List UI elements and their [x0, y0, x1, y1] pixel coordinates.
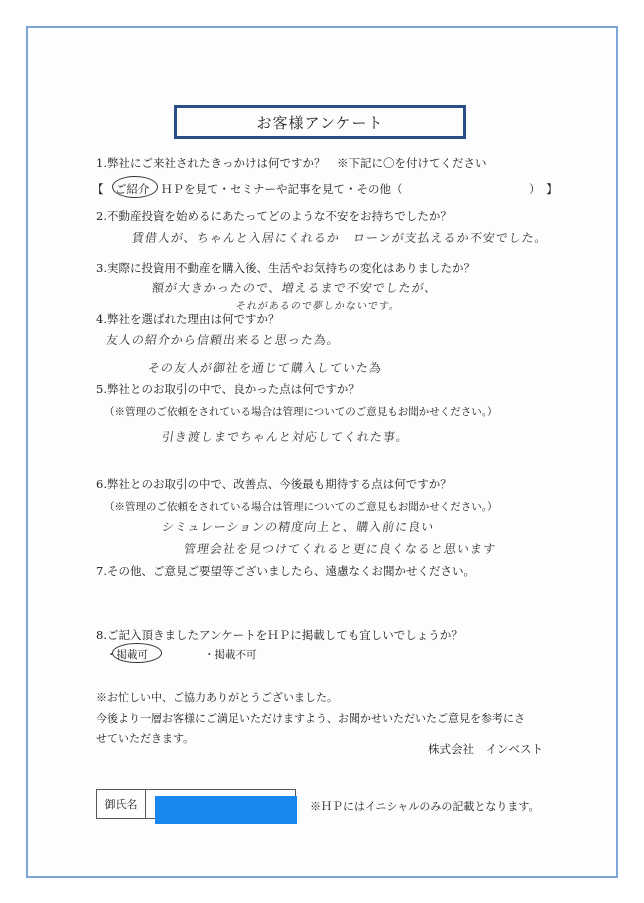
question-6: 6.弊社とのお取引の中で、改善点、今後最も期待する点は何ですか？ [96, 477, 452, 491]
question-1-options: 【 ご紹介 ＨＰを見て・セミナーや記事を見て・その他（ ） 】 [92, 182, 558, 196]
name-label: 御氏名 [97, 790, 146, 818]
question-7: 7.その他、ご意見ご要望等ございましたら、遠慮なくお聞かせください。 [96, 564, 475, 578]
answer-6-line-2: 管理会社を見つけてくれると更に良くなると思います [182, 542, 497, 556]
answer-3-line-2: それがあるので夢しかないです。 [234, 301, 401, 312]
option-publish-ng: ・掲載不可 [204, 649, 257, 661]
question-2: 2.不動産投資を始めるにあたってどのような不安をお持ちでしたか？ [96, 209, 452, 223]
answer-4-line-1: 友人の紹介から信頼出来ると思った為。 [104, 333, 341, 347]
answer-4-line-2: その友人が御社を通じて購入していた為 [146, 361, 383, 375]
answer-6-line-1: シミュレーションの精度向上と、購入前に良い [160, 520, 436, 534]
question-5: 5.弊社とのお取引の中で、良かった点は何ですか？ [96, 382, 360, 396]
closing-line-3: せていただきます。 [96, 732, 195, 745]
initials-note: ※ＨＰにはイニシャルのみの記載となります。 [310, 800, 540, 813]
page-title [174, 105, 466, 139]
selection-circle [112, 176, 158, 198]
question-6-note: （※管理のご依頼をされている場合は管理についてのご意見もお聞かせください。） [104, 501, 498, 513]
company-name: 株式会社 インベスト [428, 742, 543, 756]
closing-line-1: ※お忙しい中、ご協力ありがとうございました。 [96, 691, 338, 704]
answer-5: 引き渡しまでちゃんと対応してくれた事。 [160, 430, 410, 444]
page-title-text: お客様アンケート [256, 113, 384, 132]
question-4: 4.弊社を選ばれた理由は何ですか？ [96, 312, 280, 326]
answer-3-line-1: 額が大きかったので、増えるまで不安でしたが、 [150, 281, 439, 295]
redacted-name [155, 796, 297, 824]
question-3: 3.実際に投資用不動産を購入後、生活やお気持ちの変化はありましたか？ [96, 261, 475, 275]
question-1: 1.弊社にご来社されたきっかけは何ですか？ ※下記に〇を付けてください [96, 156, 487, 170]
closing-line-2: 今後より一層お客様にご満足いただけますよう、お聞かせいただいたご意見を参考にさ [96, 712, 525, 725]
question-5-note: （※管理のご依頼をされている場合は管理についてのご意見もお聞かせください。） [104, 406, 498, 418]
selection-circle [112, 643, 162, 663]
question-8: 8.ご記入頂きましたアンケートをＨＰに掲載しても宜しいでしょうか？ [96, 628, 463, 642]
option-publish-ok: ・掲載可 [106, 649, 148, 661]
answer-2: 賃借人が、ちゃんと入居にくれるか ローンが支払えるか不安でした。 [130, 231, 549, 245]
